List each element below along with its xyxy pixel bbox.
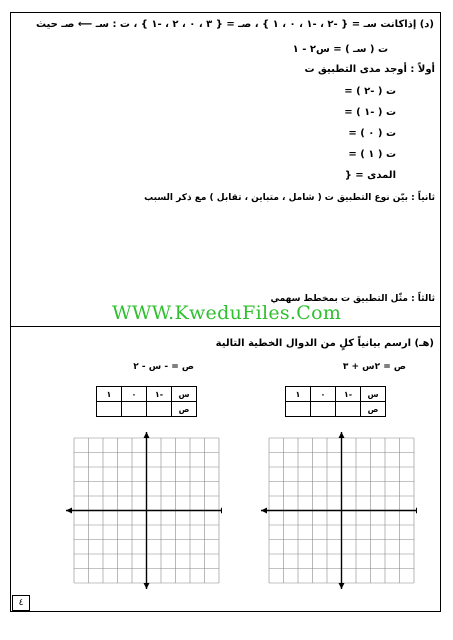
- section-divider: [10, 326, 441, 327]
- table-cell-x: ٠: [311, 387, 336, 402]
- table-row: [286, 402, 386, 417]
- table-row: [286, 387, 386, 402]
- left-value-table: [96, 386, 197, 417]
- table-cell-empty[interactable]: [311, 402, 336, 417]
- axis-arrow: [339, 583, 345, 589]
- right-coordinate-grid[interactable]: [257, 430, 417, 600]
- second-question: ثانياً : بيّن نوع التطبيق ت ( شامل ، متباين ، تقابل ) مع ذكر السبب: [144, 193, 435, 203]
- table-cell-x: ١: [286, 387, 311, 402]
- page-number: ٤: [12, 595, 30, 611]
- evaluation-1: ت ( -٢ ) =: [344, 86, 396, 97]
- table-cell-empty[interactable]: [122, 402, 147, 417]
- evaluation-4: ت ( ١ ) =: [348, 149, 396, 160]
- right-function: ص = ٢س + ٣: [342, 362, 406, 372]
- axis-arrow: [339, 432, 345, 438]
- table-cell-empty[interactable]: [147, 402, 172, 417]
- axis-arrow: [416, 508, 417, 514]
- axis-arrow: [144, 432, 150, 438]
- table-cell-empty[interactable]: [336, 402, 361, 417]
- part-d-header: (د) إذاكانت سـ = { -٢ ، -١ ، ٠ ، ١ } ، صـ = { ٣ ، ٠ ، ٢ ، -١ } ، ت : سـ ⟵ صـ حيث: [35, 19, 434, 30]
- function-rule: ت ( سـ ) = س٢ - ١: [292, 44, 388, 55]
- evaluation-3: ت ( ٠ ) =: [348, 128, 396, 139]
- axis-arrow: [221, 508, 222, 514]
- range-line: المدى = {: [344, 170, 396, 181]
- table-cell-x: ١: [97, 387, 122, 402]
- axis-arrow: [144, 583, 150, 589]
- table-cell-empty[interactable]: [286, 402, 311, 417]
- watermark: WWW.KweduFiles.Com: [112, 302, 342, 324]
- table-header-x: س: [361, 387, 386, 402]
- table-row: [97, 387, 197, 402]
- table-header-x: س: [172, 387, 197, 402]
- part-h-header: (هـ) ارسم بيانياً كلٍ من الدوال الخطية التالية: [215, 338, 434, 349]
- table-cell-x: ٠: [122, 387, 147, 402]
- table-header-y: ص: [172, 402, 197, 417]
- first-question: أولاً : أوجد مدى التطبيق ت: [304, 64, 435, 75]
- axis-arrow: [66, 508, 72, 514]
- evaluation-2: ت ( -١ ) =: [344, 107, 396, 118]
- table-row: [97, 402, 197, 417]
- table-cell-x: -١: [336, 387, 361, 402]
- axis-arrow: [261, 508, 267, 514]
- third-question: ثالثاً : مثّل التطبيق ت بمخطط سهمي: [270, 294, 435, 304]
- left-function: ص = - س - ٢: [133, 362, 194, 372]
- right-value-table: [285, 386, 386, 417]
- table-header-y: ص: [361, 402, 386, 417]
- left-coordinate-grid[interactable]: [62, 430, 222, 600]
- table-cell-empty[interactable]: [97, 402, 122, 417]
- table-cell-x: -١: [147, 387, 172, 402]
